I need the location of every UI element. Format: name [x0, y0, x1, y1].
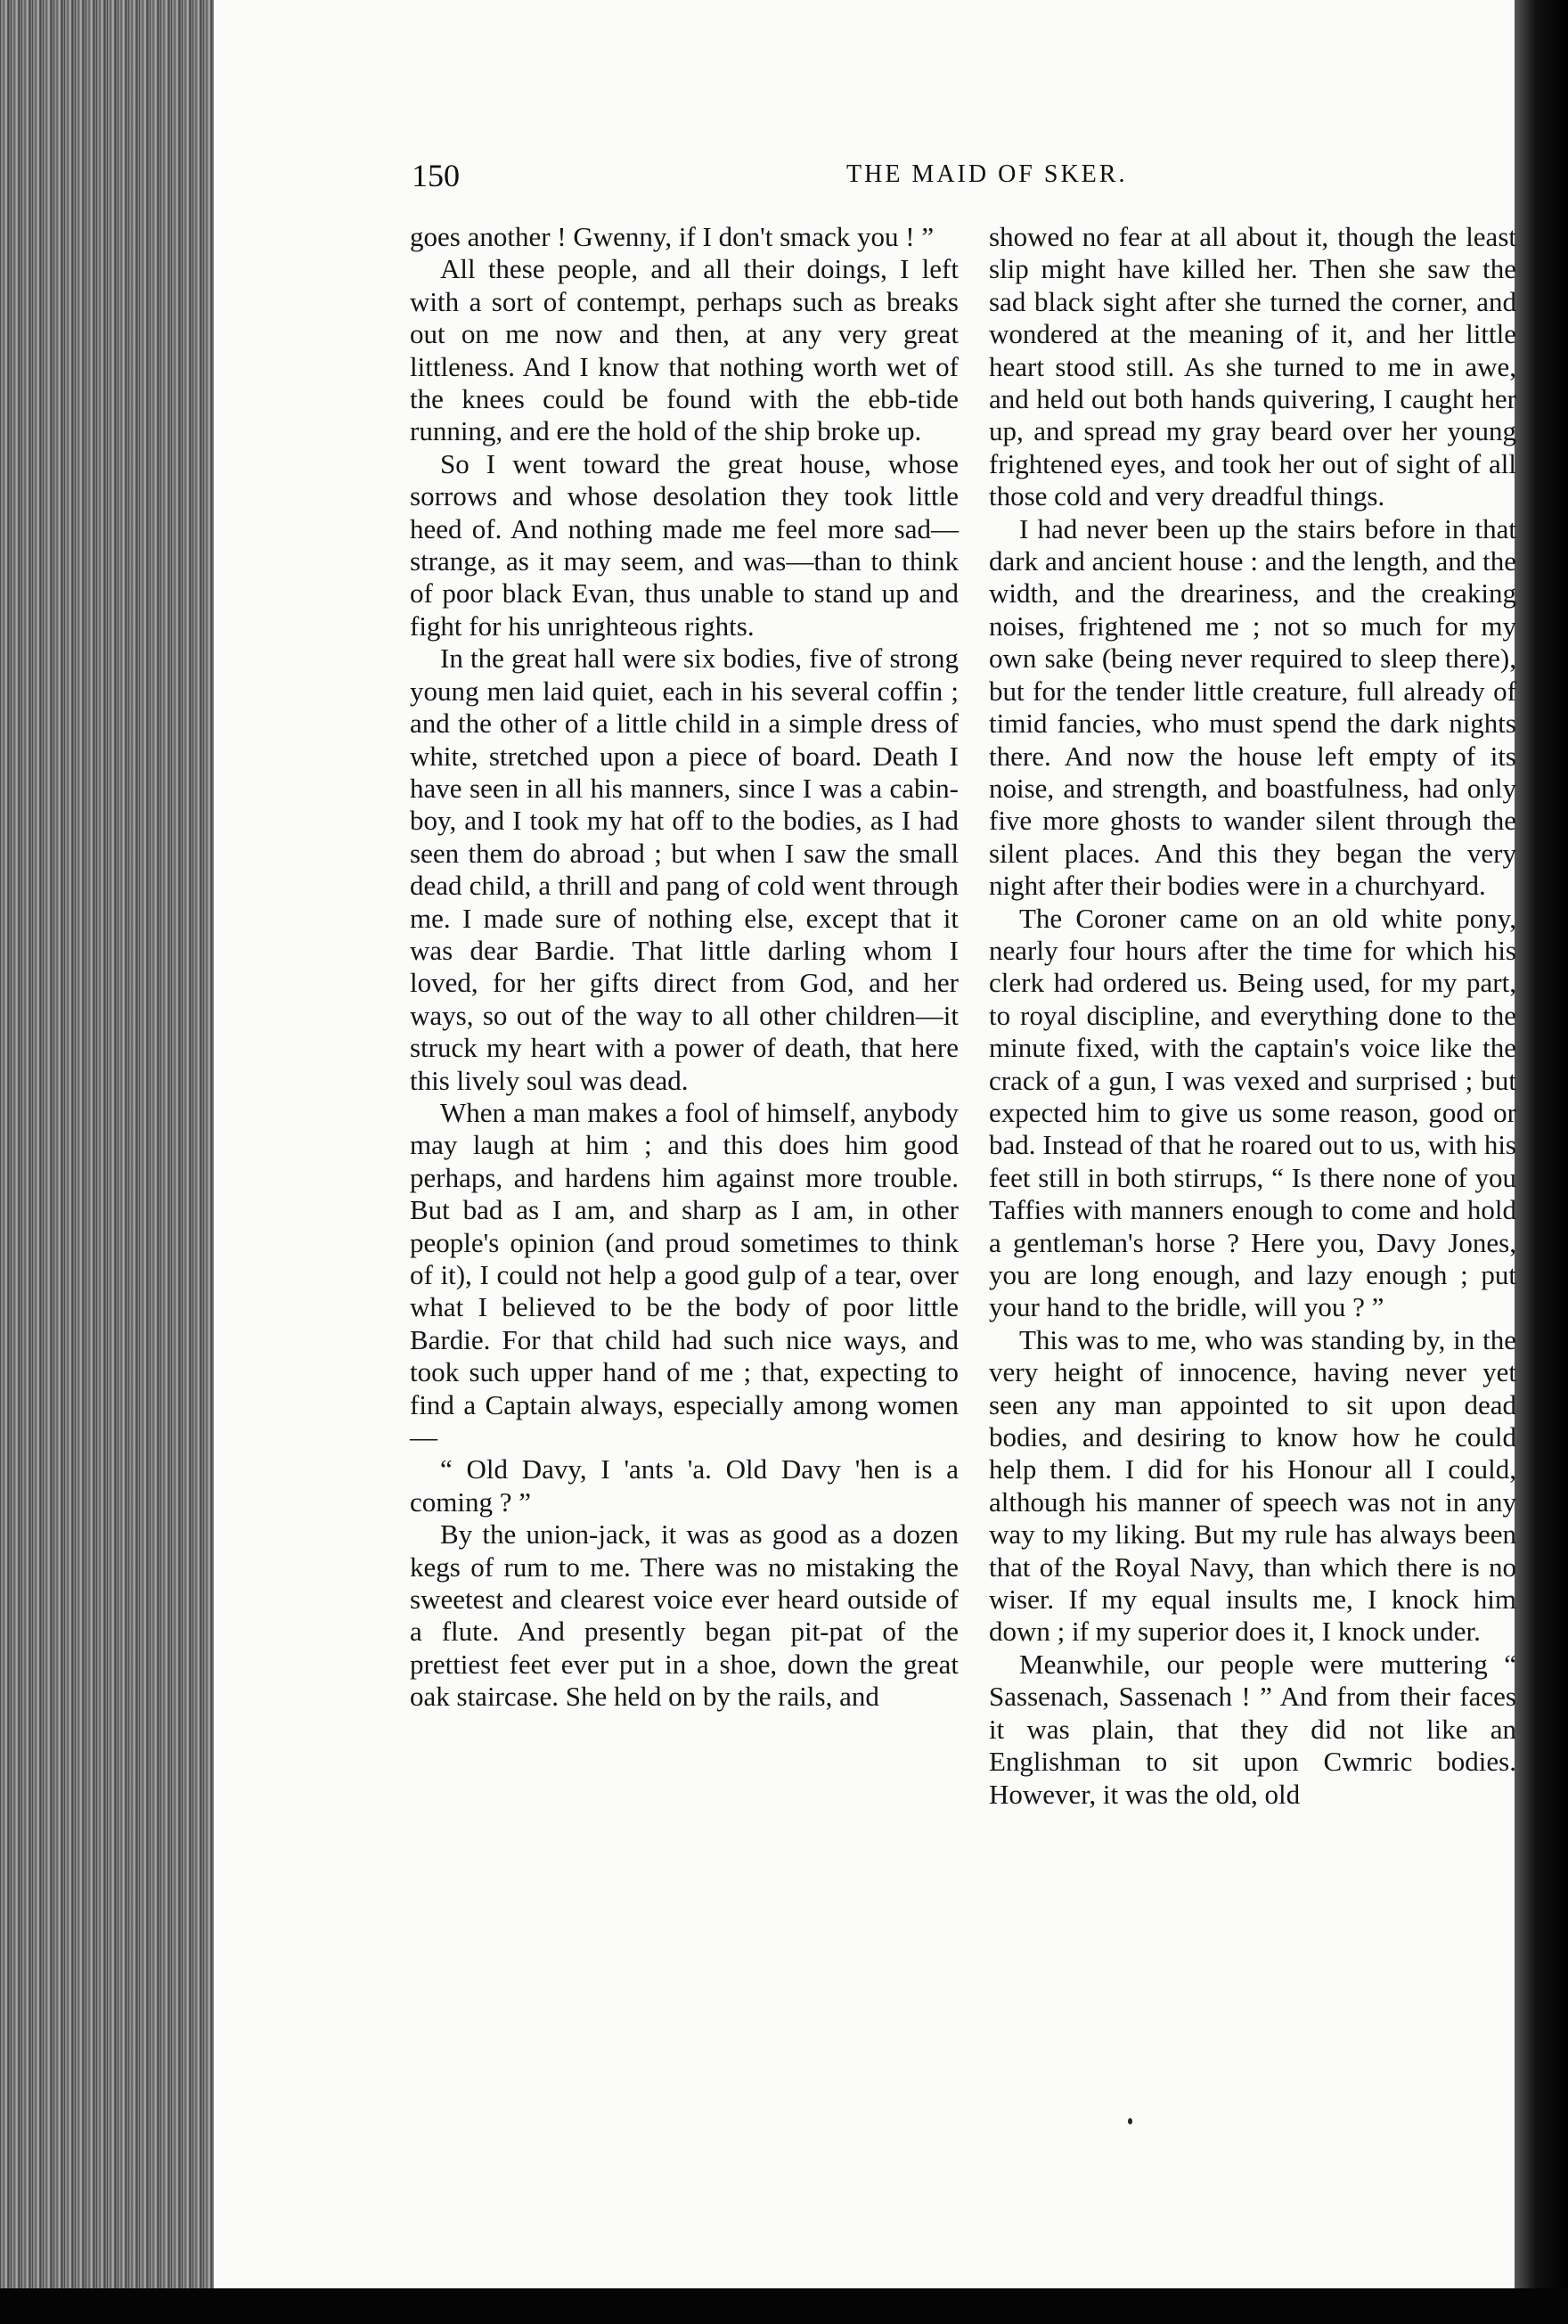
- left-column: [410, 221, 959, 1714]
- paragraph: So I went toward the great house, whose sorrows and whose desolation they took little heed of. And nothing made me feel more sad—strange, as it may seem, and was—than to think of poor black Evan, thus unable to stand up and fight for his unrighteous rights.: [410, 447, 959, 642]
- paragraph: The Coroner came on an old white pony, nearly four hours after the time for which his clerk had ordered us. Being used, for my part, to royal discipline, and everything done to the minute fixed, with the captain's voice like the crack of a gun, I was vexed and surprised ; but expected him to give us some reason, good or bad. Instead of that he roared out to us, with his feet still in both stirrups, “ Is there none of you Taffies with manners enough to come and hold a gentleman's horse ? Here you, Davy Jones, you are long enough, and lazy enough ; put your hand to the bridle, will you ? ”: [989, 902, 1516, 1323]
- binding-shadow: [1515, 0, 1568, 2324]
- running-title: THE MAID OF SKER.: [846, 160, 1128, 188]
- right-column: [989, 221, 1516, 1811]
- paragraph: By the union-jack, it was as good as a dozen kegs of rum to me. There was no mistaking the sweetest and clearest voice ever heard outside of a flute. And presently began pit-pat of the prettiest feet ever put in a shoe, down the great oak staircase. She held on by the rails, and: [410, 1518, 959, 1713]
- page-header: [412, 157, 1507, 200]
- paragraph: In the great hall were six bodies, five of strong young men laid quiet, each in his several coffin ; and the other of a little child in a simple dress of white, stretched upon a piece of board. Death I have seen in all his manners, since I was a cabin-boy, and I took my hat off to the bodies, as I had seen them do abroad ; but when I saw the small dead child, a thrill and pang of cold went through me. I made sure of nothing else, except that it was dear Bardie. That little darling whom I loved, for her gifts direct from God, and her ways, so out of the way to all other children—it struck my heart with a power of death, that here this lively soul was dead.: [410, 642, 959, 1096]
- bottom-shadow: [0, 2288, 1568, 2324]
- paragraph: “ Old Davy, I 'ants 'a. Old Davy 'hen is a coming ? ”: [410, 1453, 959, 1518]
- paragraph: Meanwhile, our people were muttering “ Sassenach, Sassenach ! ” And from their faces it was plain, that they did not like an Englishman to sit upon Cwmric bodies. However, it was the old, old: [989, 1648, 1516, 1810]
- paragraph: When a man makes a fool of himself, anybody may laugh at him ; and this does him good perhaps, and hardens him against more trouble. But bad as I am, and sharp as I am, in other people's opinion (and proud sometimes to think of it), I could not help a good gulp of a tear, over what I believed to be the body of poor little Bardie. For that child had such nice ways, and took such upper hand of me ; that, expecting to find a Captain always, especially among women—: [410, 1096, 959, 1453]
- paragraph: I had never been up the stairs before in that dark and ancient house : and the length, and the width, and the dreariness, and the creaking noises, frightened me ; not so much for my own sake (being never required to sleep there), but for the tender little creature, full already of timid fancies, who must spend the dark nights there. And now the house left empty of its noise, and strength, and boastfulness, had only five more ghosts to wander silent through the silent places. And this they began the very night after their bodies were in a churchyard.: [989, 512, 1516, 902]
- paragraph: goes another ! Gwenny, if I don't smack you ! ”: [410, 221, 935, 252]
- paragraph: All these people, and all their doings, I left with a sort of contempt, perhaps such as breaks out on me now and then, at any very great littleness. And I know that nothing worth wet of the knees could be found with the ebb-tide running, and ere the hold of the ship broke up.: [410, 253, 959, 447]
- ink-speck: [1128, 2118, 1132, 2124]
- page-number: 150: [412, 158, 460, 193]
- paragraph: showed no fear at all about it, though the least slip might have killed her. Then she saw the sad black sight after she turned the corner, and wondered at the meaning of it, and her little heart stood still. As she turned to me in awe, and held out both hands quivering, I caught her up, and spread my gray beard over her young frightened eyes, and took her out of sight of all those cold and very dreadful things.: [989, 221, 1516, 512]
- paragraph: This was to me, who was standing by, in the very height of innocence, having never yet seen any man appointed to sit upon dead bodies, and desiring to know how he could help them. I did for his Honour all I could, although his manner of speech was not in any way to my liking. But my rule has always been that of the Royal Navy, than which there is no wiser. If my equal insults me, I knock him down ; if my superior does it, I knock under.: [989, 1323, 1516, 1648]
- page-stack-edge: [0, 0, 214, 2324]
